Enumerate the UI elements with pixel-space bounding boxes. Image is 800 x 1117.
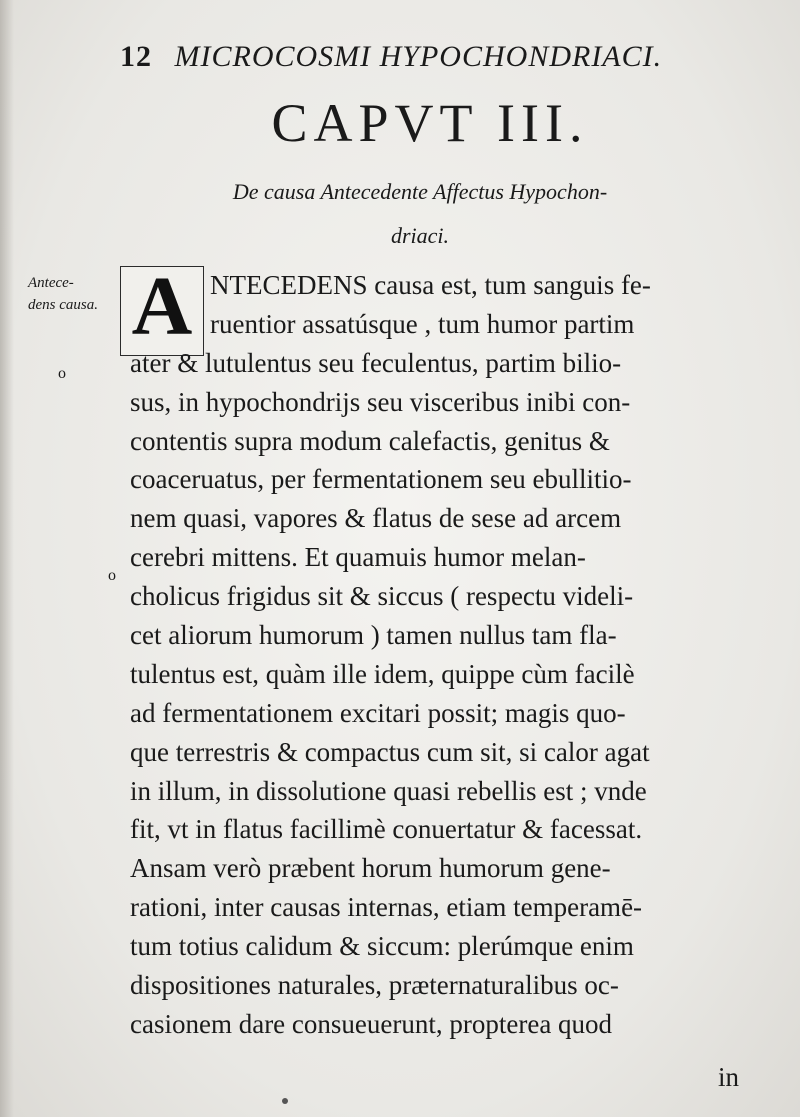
ink-dot (282, 1098, 288, 1104)
text-line: nem quasi, vapores & flatus de sese ad arcem (130, 503, 622, 534)
text-line: NTECEDENS causa est, tum sanguis fe- (210, 270, 651, 300)
text-line: que terrestris & compactus cum sit, si calor agat (130, 736, 650, 767)
margin-mark: o (58, 365, 66, 382)
text-line: Ansam verò præbent horum humorum gene- (130, 853, 611, 884)
text-line: cerebri mittens. Et quamuis humor melan- (130, 542, 586, 573)
text-line: casionem dare consueuerunt, propterea quod (130, 1008, 613, 1039)
margin-mark: o (108, 567, 116, 584)
margin-note-line-1: Antece- (28, 275, 74, 291)
text-line: coaceruatus, per fermentationem seu ebullitio- (130, 464, 632, 495)
text-line: tulentus est, quàm ille idem, quippe cùm facilè (130, 658, 635, 689)
chapter-title: CAPVT III. (271, 93, 589, 153)
body-text (130, 266, 770, 1044)
text-line: ater & lutulentus seu feculentus, partim bilio- (130, 347, 622, 378)
text-line: fit, vt in flatus facillimè conuertatur & facessat. (130, 814, 643, 845)
text-line: rationi, inter causas internas, etiam temperamē- (130, 892, 643, 923)
subtitle-line-2: driaci. (390, 223, 450, 248)
decorated-initial-letter: A (131, 260, 193, 353)
text-line: in illum, in dissolutione quasi rebellis est ; vnde (130, 775, 647, 806)
text-line: ruentior assatúsque , tum humor partim (210, 308, 635, 339)
text-line: contentis supra modum calefactis, genitus & (130, 425, 610, 456)
text-line: sus, in hypochondrijs seu visceribus inibi con- (130, 386, 631, 417)
text-line: tum totius calidum & siccum: plerúmque enim (130, 931, 634, 962)
margin-note-line-2: dens causa. (28, 297, 98, 313)
running-head-title: MICROCOSMI HYPOCHONDRIACI. (174, 40, 663, 73)
running-head (120, 40, 720, 80)
page-number: 12 (120, 40, 152, 73)
catchword: in (718, 1062, 740, 1092)
subtitle-line-1: De causa Antecedente Affectus Hypochon- (232, 179, 608, 204)
text-line: cet aliorum humorum ) tamen nullus tam fla- (130, 620, 617, 651)
text-line: ad fermentationem excitari possit; magis quo- (130, 697, 626, 728)
text-line: cholicus frigidus sit & siccus ( respectu videli- (130, 581, 634, 612)
margin-note (28, 272, 120, 316)
chapter-subtitle (150, 170, 690, 258)
gutter-shadow (0, 0, 14, 1117)
text-line: dispositiones naturales, præternaturalibus oc- (130, 970, 619, 1001)
